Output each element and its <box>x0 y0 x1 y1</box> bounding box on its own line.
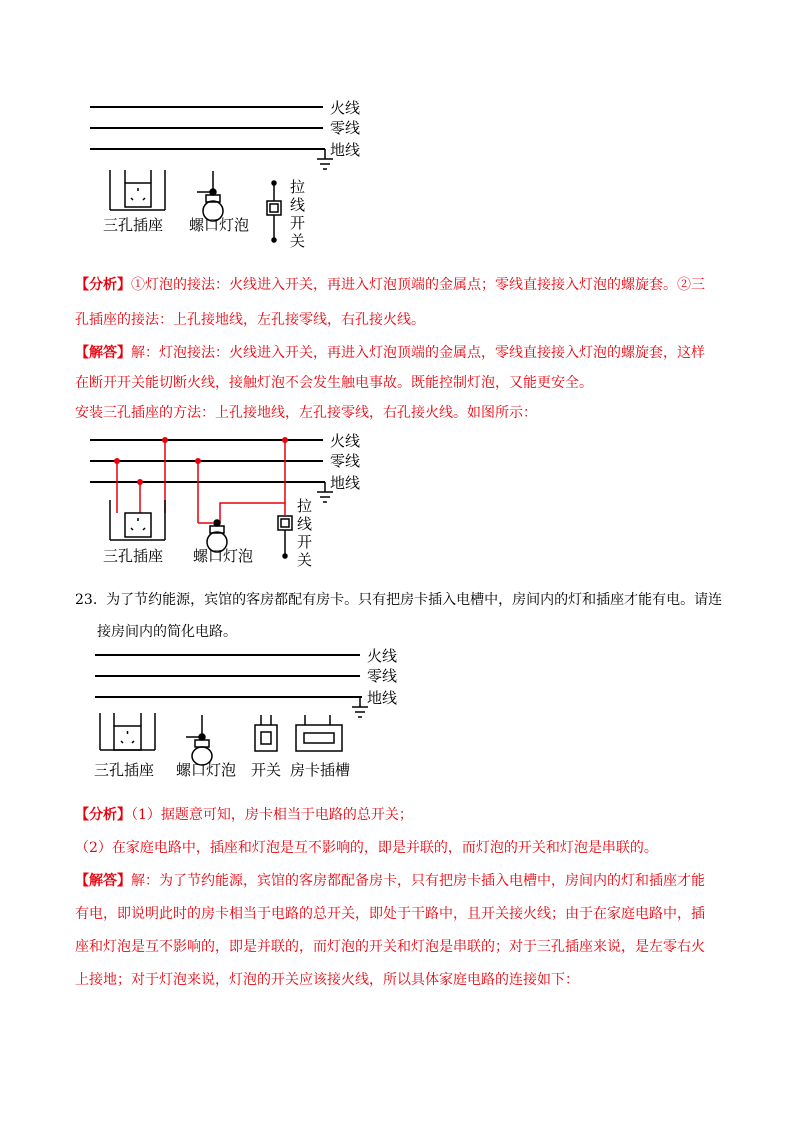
q22-answer-line1: 【解答】解：灯泡接法：火线进入开关，再进入灯泡顶端的金属点，零线直接接入灯泡的螺旋套，这样 <box>75 345 705 361</box>
q22-answer-line3: 安装三孔插座的方法：上孔接地线，左孔接零线，右孔接火线。如图所示： <box>75 405 537 421</box>
card-slot-icon <box>296 715 342 751</box>
q23-answer-line3: 座和灯泡是互不影响的，即是并联的，而灯泡的开关和灯泡是串联的；对于三孔插座来说，是左零右火 <box>75 939 705 955</box>
switch-label-1: 拉 <box>297 497 313 515</box>
switch-icon <box>255 715 277 751</box>
q22-answer-line2: 在断开开关能切断火线，接触灯泡不会发生触电事故。既能控制灯泡，又能更安全。 <box>75 375 593 391</box>
switch-label-1: 拉 <box>290 178 306 196</box>
q23-line1: 23. 为了节约能源，宾馆的客房都配有房卡。只有把房卡插入电槽中，房间内的灯和插座才能有电。请连 <box>75 592 723 608</box>
q23-analysis-line2: （2）在家庭电路中，插座和灯泡是互不影响的，即是并联的，而灯泡的开关和灯泡是串联的。 <box>75 840 658 856</box>
answer-tag: 【解答】 <box>75 345 131 361</box>
question-number: 23. <box>75 592 98 608</box>
ground-symbol-icon <box>352 697 368 717</box>
circuit-diagram-1 <box>85 95 385 255</box>
analysis-tag: 【分析】 <box>75 807 131 823</box>
ground-wire-label: 地线 <box>367 689 398 707</box>
q22-analysis-line2: 孔插座的接法：上孔接地线，左孔接零线，右孔接火线。 <box>75 312 425 328</box>
q23-answer-line1: 【解答】解：为了节约能源，宾馆的客房都配备房卡，只有把房卡插入电槽中，房间内的灯和插座才能 <box>75 873 705 889</box>
bulb-label: 螺口灯泡 <box>193 547 254 565</box>
live-wire-label: 火线 <box>330 99 361 117</box>
card-slot-label: 房卡插槽 <box>290 761 351 779</box>
live-wire-label: 火线 <box>367 647 398 665</box>
circuit-diagram-2 <box>85 428 385 578</box>
q23-answer-line4: 上接地；对于灯泡来说，灯泡的开关应该接火线，所以具体家庭电路的连接如下： <box>75 972 579 988</box>
neutral-wire-label: 零线 <box>367 667 398 685</box>
screw-bulb-icon <box>197 171 223 221</box>
q22-analysis-line1: 【分析】①灯泡的接法：火线进入开关，再进入灯泡顶端的金属点；零线直接接入灯泡的螺旋套。②三 <box>75 277 705 293</box>
three-pin-socket-icon <box>100 713 155 750</box>
answer-tag: 【解答】 <box>75 873 131 889</box>
switch-label-4: 关 <box>297 551 313 569</box>
switch-label: 开关 <box>251 761 282 779</box>
socket-label: 三孔插座 <box>103 216 164 234</box>
switch-label-2: 线 <box>290 196 306 214</box>
circuit-diagram-3 <box>90 645 410 785</box>
switch-label-4: 关 <box>290 232 306 250</box>
live-wire-label: 火线 <box>330 432 361 450</box>
bulb-label: 螺口灯泡 <box>189 216 250 234</box>
neutral-wire-label: 零线 <box>330 452 361 470</box>
socket-label: 三孔插座 <box>94 761 155 779</box>
q23-analysis-line1: 【分析】（1）据题意可知，房卡相当于电路的总开关； <box>75 807 413 823</box>
switch-label-3: 开 <box>290 214 306 232</box>
q23-answer-line2: 有电，即说明此时的房卡相当于电路的总开关，即处于干路中，且开关接火线；由于在家庭电路中，插 <box>75 906 705 922</box>
ground-wire-label: 地线 <box>330 141 361 159</box>
three-pin-socket-icon <box>110 500 165 540</box>
switch-label-3: 开 <box>297 533 313 551</box>
bulb-label: 螺口灯泡 <box>176 761 237 779</box>
screw-bulb-icon <box>186 715 212 765</box>
q23-line2: 接房间内的简化电路。 <box>97 624 237 640</box>
socket-label: 三孔插座 <box>103 547 164 565</box>
pull-switch-icon <box>267 181 281 242</box>
switch-label-2: 线 <box>297 515 313 533</box>
analysis-tag: 【分析】 <box>75 277 131 293</box>
pull-switch-icon <box>278 516 292 558</box>
ground-wire-label: 地线 <box>330 474 361 492</box>
three-pin-socket-icon <box>110 170 165 210</box>
neutral-wire-label: 零线 <box>330 119 361 137</box>
